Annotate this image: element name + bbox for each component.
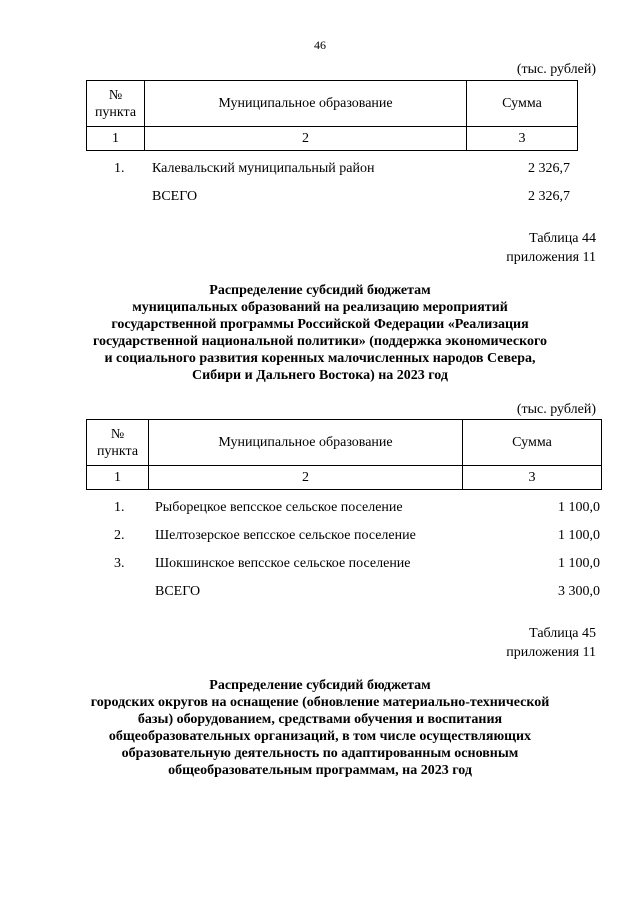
page-number: 46: [314, 38, 326, 52]
unit-label: (тыс. рублей): [516, 402, 596, 417]
row-name: Шокшинское вепсское сельское поселение: [155, 556, 411, 571]
title-line: Распределение субсидий бюджетам: [209, 283, 431, 298]
title-line: городских округов на оснащение (обновление материально-технической: [90, 695, 550, 710]
table-caption-number: Таблица 44: [529, 231, 596, 246]
row-name: Шелтозерское вепсское сельское поселение: [155, 528, 416, 543]
header-index-2: 2: [145, 127, 467, 151]
header-number-label: пункта: [96, 443, 139, 459]
table-caption-number: Таблица 45: [529, 626, 596, 641]
header-municipality: Муниципальное образование: [149, 420, 463, 466]
header-sum: Сумма: [463, 420, 602, 466]
unit-label: (тыс. рублей): [516, 62, 596, 77]
header-number-column: [87, 81, 145, 127]
header-number-column: [87, 420, 149, 466]
header-sum: Сумма: [467, 81, 578, 127]
header-index-2: 2: [149, 466, 463, 490]
header-index-1: 1: [87, 466, 149, 490]
title-line: базы) оборудованием, средствами обучения и воспитания: [137, 712, 503, 727]
total-sum: 3 300,0: [558, 584, 600, 599]
row-sum: 2 326,7: [528, 161, 570, 176]
table-title: [60, 677, 580, 779]
row-number: 1.: [114, 161, 125, 176]
header-number-label: пункта: [94, 104, 137, 120]
title-line: государственной национальной политики» (поддержка экономического: [93, 334, 547, 349]
header-number-symbol: №: [110, 426, 125, 442]
total-label: ВСЕГО: [155, 584, 201, 599]
row-number: 3.: [114, 556, 125, 571]
title-line: государственной программы Российской Федерации «Реализация: [111, 317, 529, 332]
row-sum: 1 100,0: [558, 528, 600, 543]
row-sum: 1 100,0: [558, 556, 600, 571]
table-header: [86, 419, 602, 490]
row-number: 1.: [114, 500, 125, 515]
row-sum: 1 100,0: [558, 500, 600, 515]
table-caption: [506, 624, 596, 662]
table-caption: [506, 229, 596, 267]
total-sum: 2 326,7: [528, 189, 570, 204]
header-index-3: 3: [463, 466, 602, 490]
title-line: общеобразовательным программам, на 2023 год: [168, 763, 472, 778]
header-number-symbol: №: [108, 87, 123, 103]
title-line: Сибири и Дальнего Востока) на 2023 год: [192, 368, 448, 383]
row-name: Рыборецкое вепсское сельское поселение: [155, 500, 403, 515]
title-line: общеобразовательных организаций, в том числе осуществляющих: [108, 729, 532, 744]
title-line: Распределение субсидий бюджетам: [209, 678, 431, 693]
header-index-3: 3: [467, 127, 578, 151]
table-caption-appendix: приложения 11: [506, 250, 596, 265]
row-number: 2.: [114, 528, 125, 543]
header-index-1: 1: [87, 127, 145, 151]
row-name: Калевальский муниципальный район: [152, 161, 375, 176]
header-municipality: Муниципальное образование: [145, 81, 467, 127]
table-header: [86, 80, 578, 151]
title-line: образовательную деятельность по адаптированным основным: [121, 746, 519, 761]
title-line: и социального развития коренных малочисленных народов Севера,: [104, 351, 536, 366]
table-caption-appendix: приложения 11: [506, 645, 596, 660]
table-title: [60, 282, 580, 384]
title-line: муниципальных образований на реализацию мероприятий: [132, 300, 508, 315]
total-label: ВСЕГО: [152, 189, 198, 204]
